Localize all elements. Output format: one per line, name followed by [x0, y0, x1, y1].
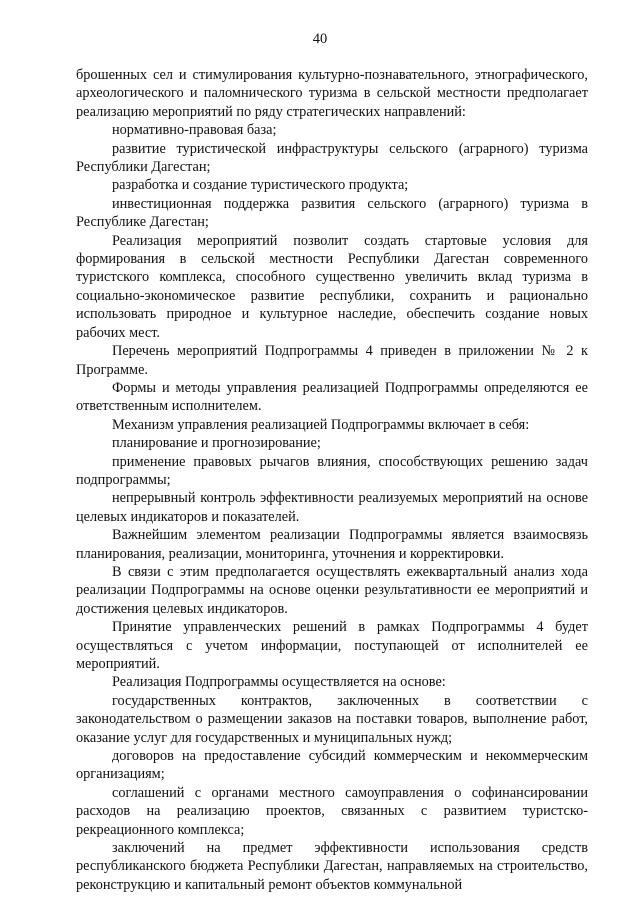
- paragraph-basis: Реализация Подпрограммы осуществляется на основе:: [112, 674, 446, 691]
- paragraph-management-forms: Формы и методы управления реализацией Подпрограммы определяются ее ответственным исполнителем.: [76, 379, 588, 415]
- paragraph-event-list: Перечень мероприятий Подпрограммы 4 приведен в приложении № 2 к Программе.: [76, 343, 588, 378]
- paragraph-key-element: Важнейшим элементом реализации Подпрограммы является взаимосвязь планирования, реализации, мониторинга, уточнения и корректировки.: [76, 527, 588, 562]
- list-item-subsidies: договоров на предоставление субсидий коммерческим и некоммерческим организациям;: [76, 748, 588, 783]
- paragraph-quarterly-analysis: В связи с этим предполагается осуществлять ежеквартальный анализ хода реализации Подпрограммы на основе оценки результативности ее мероприятий и достижения целевых индикаторов.: [76, 563, 588, 617]
- list-item-product: разработка и создание туристического продукта;: [112, 177, 409, 194]
- list-item-investment: инвестиционная поддержка развития сельского (аграрного) туризма в Республике Дагестан;: [76, 195, 588, 231]
- list-item-normative-base: нормативно-правовая база;: [112, 122, 277, 139]
- list-item-agreements: соглашений с органами местного самоуправления о софинансировании расходов на реализацию проектов, связанных с развитием туристско-рекреационного комплекса;: [76, 784, 588, 838]
- paragraph-mechanism: Механизм управления реализацией Подпрограммы включает в себя:: [112, 416, 530, 433]
- list-item-infrastructure: развитие туристической инфраструктуры сельского (аграрного) туризма Республики Дагестан;: [76, 140, 588, 176]
- list-item-contracts: государственных контрактов, заключенных в соответствии с законодательством о размещении заказов на поставки товаров, выполнение работ, оказание услуг для государственных и муниципальных нужд;: [76, 692, 588, 746]
- list-item-control: непрерывный контроль эффективности реализуемых мероприятий на основе целевых индикаторов и показателей.: [76, 490, 588, 525]
- paragraph-continuation: брошенных сел и стимулирования культурно-познавательного, этнографического, археологического и паломнического туризма в сельской местности предполагает реализацию мероприятий по ряду стратегических направлений:: [76, 67, 588, 120]
- page-number: 40: [312, 31, 328, 47]
- list-item-legal-levers: применение правовых рычагов влияния, способствующих решению задач подпрограммы;: [76, 453, 588, 488]
- body-text: [76, 66, 588, 894]
- paragraph-decisions: Принятие управленческих решений в рамках Подпрограммы 4 будет осуществляться с учетом информации, поступающей от исполнителей ее мероприятий.: [76, 619, 588, 672]
- paragraph-implementation: Реализация мероприятий позволит создать стартовые условия для формирования в сельской местности Республики Дагестан современного туристского комплекса, способного существенно увеличить вклад туризма в социально-экономическое развитие республики, сохранить и рационально использовать природное и культурное наследие, обеспечить создание новых рабочих мест.: [76, 232, 588, 341]
- list-item-planning: планирование и прогнозирование;: [112, 435, 321, 452]
- list-item-conclusions: заключений на предмет эффективности использования средств республиканского бюджета Республики Дагестан, направляемых на строительство, реконструкцию и капитальный ремонт объектов коммунальной: [76, 840, 588, 893]
